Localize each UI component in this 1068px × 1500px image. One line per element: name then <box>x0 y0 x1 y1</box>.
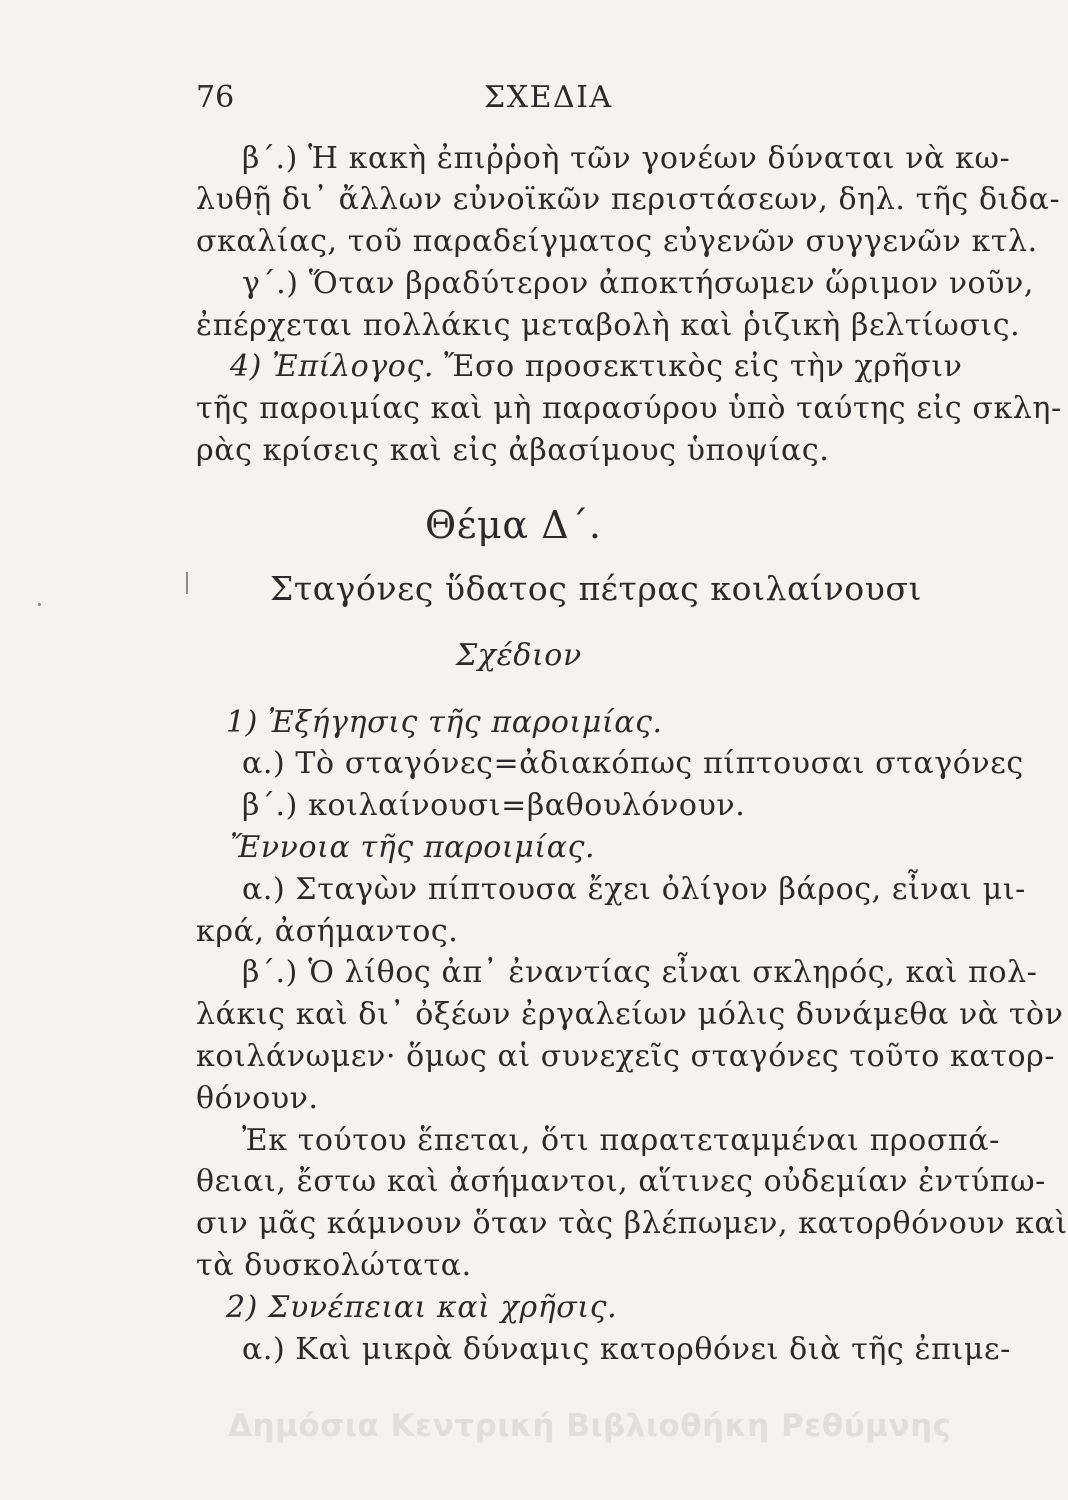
text-line: β΄.) Ἡ κακὴ ἐπιῤῥοὴ τῶν γονέων δύναται νὰ κω- <box>242 141 1011 176</box>
text-line: ρὰς κρίσεις καὶ εἰς ἀβασίμους ὑποψίας. <box>196 433 830 468</box>
epilogue-label: 4) Ἐπίλογος. <box>230 349 435 384</box>
running-title: ΣΧΕΔΙΑ <box>484 80 613 115</box>
text-line: β΄.) Ὁ λίθος ἀπ᾽ ἐναντίας εἶναι σκληρός, καὶ πολ- <box>242 955 1038 990</box>
section-heading: 2) Συνέπειαι καὶ χρῆσις. <box>226 1290 618 1325</box>
margin-mark <box>186 572 188 594</box>
text-line: α.) Καὶ μικρὰ δύναμις κατορθόνει διὰ τῆς ἐπιμε- <box>242 1332 1011 1367</box>
text-line: σκαλίας, τοῦ παραδείγματος εὐγενῶν συγγενῶν κτλ. <box>196 224 1038 259</box>
sketch-heading: Σχέδιον <box>456 638 582 673</box>
text-line: λάκις καὶ δι᾽ ὀξέων ἐργαλείων μόλις δυνάμεθα νὰ τὸν <box>196 997 1064 1032</box>
text-line: σιν μᾶς κάμνουν ὅταν τὰς βλέπωμεν, κατορθόνουν καὶ <box>196 1206 1068 1241</box>
text-line: θειαι, ἔστω καὶ ἀσήμαντοι, αἵτινες οὐδεμίαν ἐντύπω- <box>196 1164 1046 1199</box>
theme-title: Θέμα Δ΄. <box>425 503 602 547</box>
text-line: ἐπέρχεται πολλάκις μεταβολὴ καὶ ῥιζικὴ βελτίωσις. <box>196 308 1021 343</box>
library-watermark: Δημόσια Κεντρική Βιβλιοθήκη Ρεθύμνης <box>228 1408 952 1444</box>
page-number: 76 <box>196 80 235 115</box>
text-line: Ἐκ τούτου ἕπεται, ὅτι παρατεταμμέναι προσπά- <box>242 1123 1000 1158</box>
text-line: α.) Σταγὼν πίπτουσα ἔχει ὀλίγον βάρος, εἶναι μι- <box>242 872 1026 907</box>
section-heading: 1) Ἐξήγησις τῆς παροιμίας. <box>226 705 663 740</box>
text-line: τῆς παροιμίας καὶ μὴ παρασύρου ὑπὸ ταύτης εἰς σκλη- <box>196 391 1062 426</box>
text-line: λυθῇ δι᾽ ἄλλων εὐνοϊκῶν περιστάσεων, δηλ. τῆς διδα- <box>196 182 1061 217</box>
text-line: β΄.) κοιλαίνουσι=βαθουλόνουν. <box>242 788 746 823</box>
text-line: θόνουν. <box>196 1081 319 1116</box>
text-line: α.) Τὸ σταγόνες=ἀδιακόπως πίπτουσαι σταγόνες <box>242 746 1024 781</box>
epilogue-line <box>230 347 962 387</box>
speck <box>38 603 41 606</box>
epilogue-text: Ἔσο προσεκτικὸς εἰς τὴν χρῆσιν <box>444 349 963 384</box>
theme-subtitle: Σταγόνες ὕδατος πέτρας κοιλαίνουσι <box>270 569 923 608</box>
text-line: κρά, ἀσήμαντος. <box>196 914 459 949</box>
text-line: γ΄.) Ὅταν βραδύτερον ἀποκτήσωμεν ὥριμον νοῦν, <box>242 266 1035 301</box>
meaning-heading: Ἔννοια τῆς παροιμίας. <box>230 830 596 865</box>
text-line: κοιλάνωμεν· ὅμως αἱ συνεχεῖς σταγόνες τοῦτο κατορ- <box>196 1039 1056 1074</box>
text-line: τὰ δυσκολώτατα. <box>196 1248 472 1283</box>
